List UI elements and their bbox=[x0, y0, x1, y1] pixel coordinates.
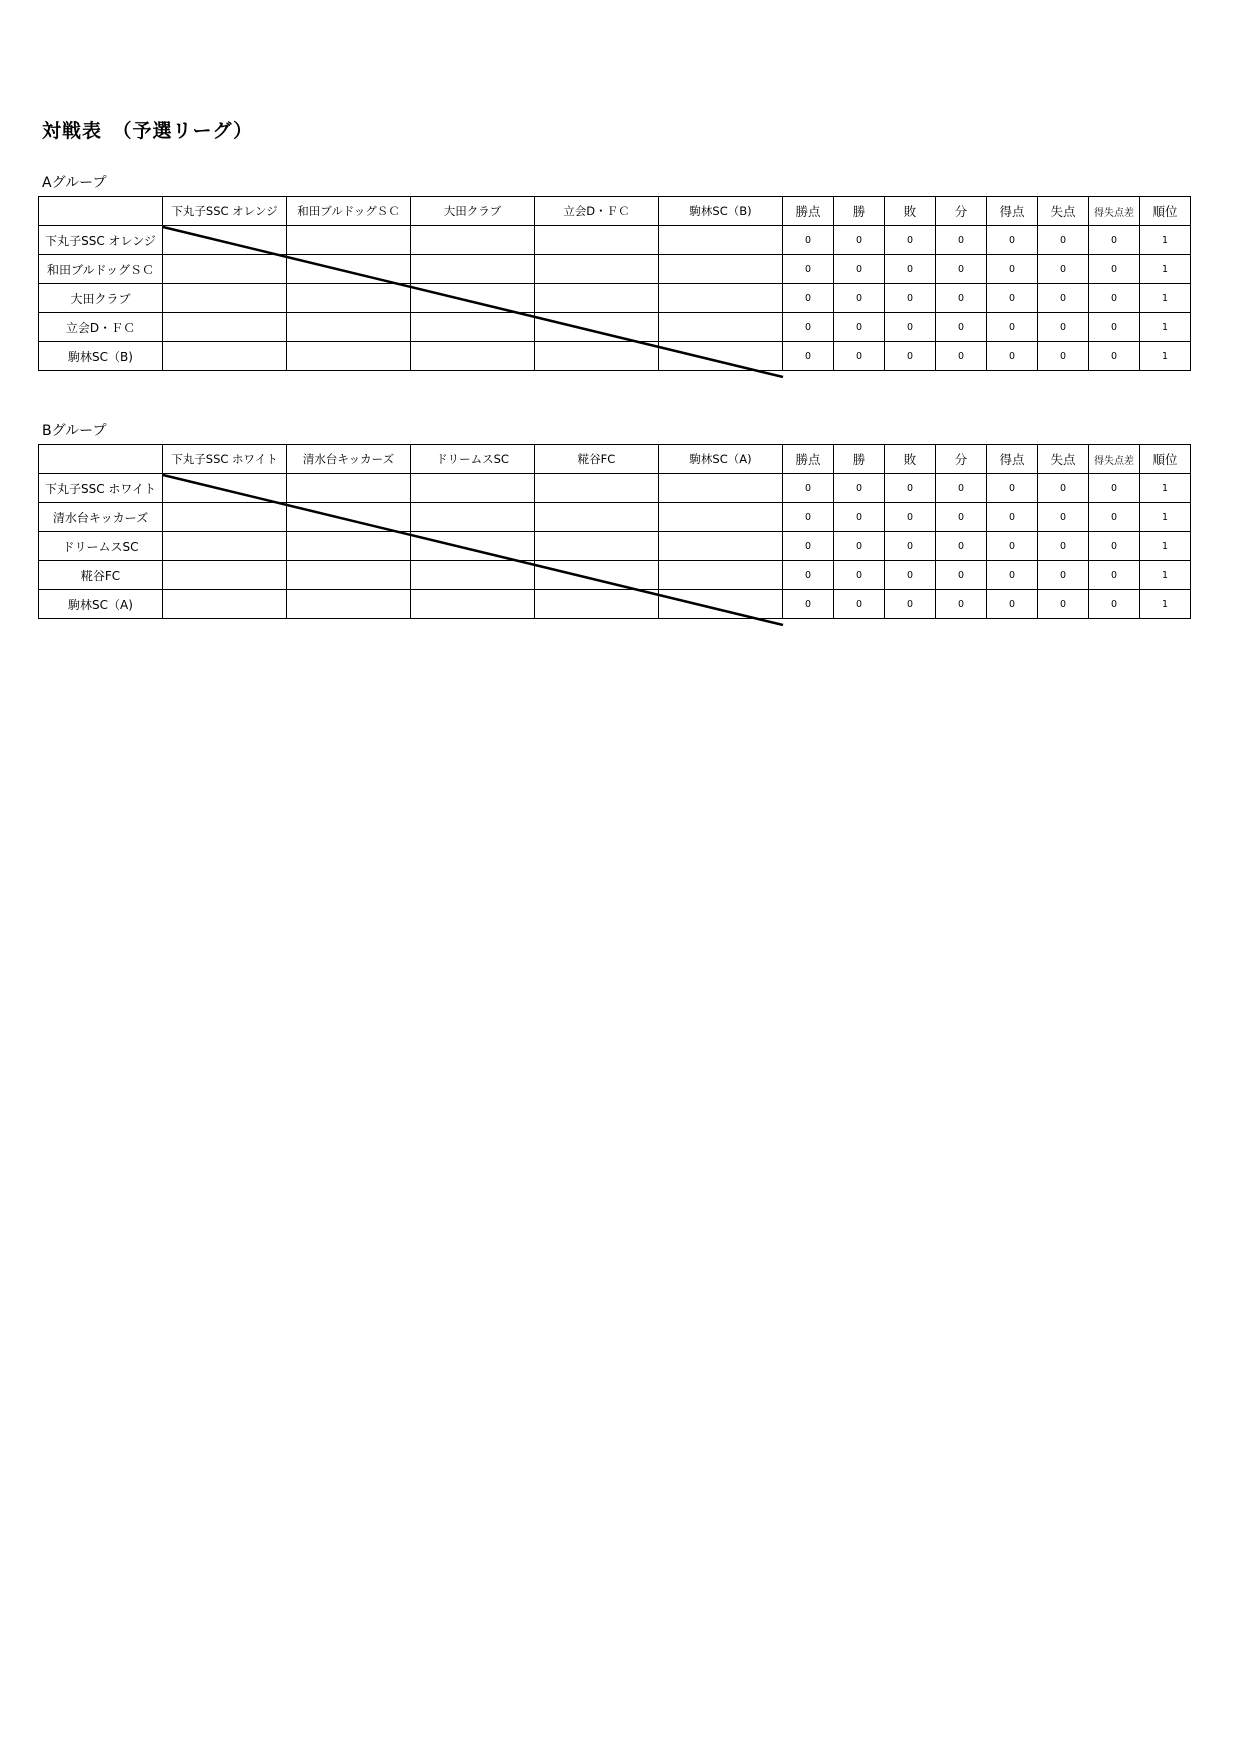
stat-value: 0 bbox=[783, 342, 834, 371]
column-team-header: 駒林SC（B) bbox=[659, 197, 783, 226]
league-table bbox=[38, 196, 1191, 371]
stat-value: 0 bbox=[1038, 284, 1089, 313]
stat-header: 失点 bbox=[1038, 197, 1089, 226]
stat-value: 0 bbox=[834, 342, 885, 371]
match-result-cell bbox=[163, 561, 287, 590]
column-team-header: 清水台キッカーズ bbox=[287, 445, 411, 474]
match-result-cell bbox=[411, 561, 535, 590]
match-result-cell bbox=[287, 284, 411, 313]
stat-value: 0 bbox=[885, 503, 936, 532]
match-result-cell bbox=[163, 503, 287, 532]
row-team-name: 大田クラブ bbox=[39, 284, 163, 313]
stat-value: 0 bbox=[834, 313, 885, 342]
match-result-cell bbox=[287, 342, 411, 371]
table-row bbox=[39, 342, 1191, 371]
stat-value: 0 bbox=[987, 313, 1038, 342]
stat-value: 0 bbox=[885, 342, 936, 371]
group-a-label: Aグループ bbox=[42, 175, 107, 191]
match-result-cell bbox=[411, 342, 535, 371]
stat-value: 0 bbox=[783, 313, 834, 342]
stat-header: 分 bbox=[936, 197, 987, 226]
stat-value: 1 bbox=[1140, 532, 1191, 561]
match-result-cell bbox=[287, 561, 411, 590]
match-result-cell bbox=[411, 474, 535, 503]
match-result-cell bbox=[535, 342, 659, 371]
stat-value: 0 bbox=[1089, 503, 1140, 532]
stat-value: 0 bbox=[885, 590, 936, 619]
stat-value: 1 bbox=[1140, 561, 1191, 590]
column-team-header: 大田クラブ bbox=[411, 197, 535, 226]
stat-value: 0 bbox=[783, 532, 834, 561]
match-result-cell bbox=[659, 474, 783, 503]
match-result-cell bbox=[163, 284, 287, 313]
stat-value: 0 bbox=[1089, 532, 1140, 561]
stat-value: 1 bbox=[1140, 590, 1191, 619]
match-result-cell bbox=[287, 532, 411, 561]
stat-value: 0 bbox=[987, 590, 1038, 619]
match-result-cell bbox=[659, 255, 783, 284]
stat-value: 0 bbox=[1089, 561, 1140, 590]
stat-value: 0 bbox=[1038, 255, 1089, 284]
self-match-cell bbox=[411, 284, 535, 313]
stat-value: 0 bbox=[1038, 342, 1089, 371]
self-match-cell bbox=[659, 590, 783, 619]
match-result-cell bbox=[411, 313, 535, 342]
stat-value: 0 bbox=[1089, 255, 1140, 284]
group-b-label: Bグループ bbox=[42, 423, 107, 439]
stat-value: 1 bbox=[1140, 226, 1191, 255]
column-team-header: ドリームスSC bbox=[411, 445, 535, 474]
header-row bbox=[39, 445, 1191, 474]
column-team-header: 駒林SC（A) bbox=[659, 445, 783, 474]
stat-value: 0 bbox=[1038, 561, 1089, 590]
table-row bbox=[39, 590, 1191, 619]
self-match-cell bbox=[535, 313, 659, 342]
match-result-cell bbox=[411, 503, 535, 532]
stat-value: 0 bbox=[783, 474, 834, 503]
stat-value: 0 bbox=[1089, 313, 1140, 342]
stat-value: 1 bbox=[1140, 284, 1191, 313]
stat-value: 0 bbox=[936, 255, 987, 284]
stat-value: 0 bbox=[936, 561, 987, 590]
stat-value: 1 bbox=[1140, 503, 1191, 532]
table-row bbox=[39, 313, 1191, 342]
stat-header: 敗 bbox=[885, 197, 936, 226]
column-team-header: 下丸子SSC ホワイト bbox=[163, 445, 287, 474]
table-row bbox=[39, 561, 1191, 590]
match-result-cell bbox=[287, 226, 411, 255]
stat-value: 0 bbox=[1089, 590, 1140, 619]
stat-value: 0 bbox=[987, 226, 1038, 255]
column-team-header: 糀谷FC bbox=[535, 445, 659, 474]
stat-value: 0 bbox=[1089, 474, 1140, 503]
stat-value: 0 bbox=[885, 313, 936, 342]
stat-value: 0 bbox=[987, 532, 1038, 561]
stat-value: 0 bbox=[783, 590, 834, 619]
match-result-cell bbox=[535, 284, 659, 313]
group-a-table bbox=[38, 196, 1191, 371]
stat-value: 0 bbox=[834, 532, 885, 561]
stat-header: 勝 bbox=[834, 197, 885, 226]
stat-value: 0 bbox=[783, 503, 834, 532]
match-result-cell bbox=[535, 474, 659, 503]
stat-value: 0 bbox=[1038, 532, 1089, 561]
stat-value: 0 bbox=[885, 284, 936, 313]
stat-value: 0 bbox=[834, 226, 885, 255]
self-match-cell bbox=[287, 503, 411, 532]
stat-value: 1 bbox=[1140, 255, 1191, 284]
self-match-cell bbox=[535, 561, 659, 590]
league-table bbox=[38, 444, 1191, 619]
match-result-cell bbox=[411, 255, 535, 284]
self-match-cell bbox=[411, 532, 535, 561]
stat-value: 0 bbox=[783, 226, 834, 255]
stat-value: 0 bbox=[987, 284, 1038, 313]
stat-value: 0 bbox=[834, 474, 885, 503]
stat-value: 0 bbox=[936, 284, 987, 313]
stat-value: 0 bbox=[1038, 474, 1089, 503]
self-match-cell bbox=[287, 255, 411, 284]
match-result-cell bbox=[163, 255, 287, 284]
match-result-cell bbox=[411, 226, 535, 255]
stat-header: 敗 bbox=[885, 445, 936, 474]
stat-header: 勝 bbox=[834, 445, 885, 474]
stat-value: 0 bbox=[936, 532, 987, 561]
table-row bbox=[39, 255, 1191, 284]
header-row bbox=[39, 197, 1191, 226]
stat-value: 0 bbox=[885, 561, 936, 590]
stat-value: 0 bbox=[834, 255, 885, 284]
column-team-header: 和田ブルドッグＳＣ bbox=[287, 197, 411, 226]
match-result-cell bbox=[659, 561, 783, 590]
match-result-cell bbox=[535, 590, 659, 619]
row-team-name: 清水台キッカーズ bbox=[39, 503, 163, 532]
stat-value: 0 bbox=[936, 590, 987, 619]
stat-header: 順位 bbox=[1140, 197, 1191, 226]
stat-header: 順位 bbox=[1140, 445, 1191, 474]
column-team-header: 立会D・ＦＣ bbox=[535, 197, 659, 226]
corner-cell bbox=[39, 197, 163, 226]
stat-value: 0 bbox=[1038, 590, 1089, 619]
stat-value: 0 bbox=[936, 342, 987, 371]
stat-header: 失点 bbox=[1038, 445, 1089, 474]
stat-value: 0 bbox=[987, 474, 1038, 503]
match-result-cell bbox=[535, 503, 659, 532]
stat-header: 勝点 bbox=[783, 197, 834, 226]
stat-value: 0 bbox=[936, 503, 987, 532]
stat-value: 0 bbox=[987, 342, 1038, 371]
stat-value: 0 bbox=[936, 226, 987, 255]
stat-value: 0 bbox=[834, 590, 885, 619]
stat-value: 0 bbox=[783, 255, 834, 284]
stat-header: 得失点差 bbox=[1089, 445, 1140, 474]
row-team-name: 駒林SC（B) bbox=[39, 342, 163, 371]
stat-value: 0 bbox=[1038, 226, 1089, 255]
match-result-cell bbox=[163, 342, 287, 371]
column-team-header: 下丸子SSC オレンジ bbox=[163, 197, 287, 226]
stat-value: 1 bbox=[1140, 342, 1191, 371]
match-result-cell bbox=[659, 503, 783, 532]
stat-header: 得失点差 bbox=[1089, 197, 1140, 226]
stat-value: 0 bbox=[936, 474, 987, 503]
stat-value: 0 bbox=[834, 284, 885, 313]
group-b-table bbox=[38, 444, 1191, 619]
self-match-cell bbox=[659, 342, 783, 371]
match-result-cell bbox=[659, 284, 783, 313]
match-result-cell bbox=[411, 590, 535, 619]
match-result-cell bbox=[163, 313, 287, 342]
stat-value: 0 bbox=[834, 561, 885, 590]
stat-value: 0 bbox=[1089, 226, 1140, 255]
stat-value: 0 bbox=[885, 474, 936, 503]
row-team-name: 和田ブルドッグＳＣ bbox=[39, 255, 163, 284]
stat-header: 得点 bbox=[987, 197, 1038, 226]
table-row bbox=[39, 474, 1191, 503]
stat-value: 0 bbox=[987, 255, 1038, 284]
page-title: 対戦表 （予選リーグ） bbox=[42, 120, 254, 142]
stat-value: 0 bbox=[936, 313, 987, 342]
stat-value: 0 bbox=[987, 503, 1038, 532]
match-result-cell bbox=[535, 532, 659, 561]
match-result-cell bbox=[287, 590, 411, 619]
table-row bbox=[39, 532, 1191, 561]
match-result-cell bbox=[659, 226, 783, 255]
match-result-cell bbox=[287, 474, 411, 503]
match-result-cell bbox=[163, 532, 287, 561]
match-result-cell bbox=[163, 590, 287, 619]
stat-value: 0 bbox=[1089, 284, 1140, 313]
row-team-name: ドリームスSC bbox=[39, 532, 163, 561]
stat-header: 分 bbox=[936, 445, 987, 474]
table-row bbox=[39, 284, 1191, 313]
stat-value: 0 bbox=[1038, 503, 1089, 532]
stat-header: 勝点 bbox=[783, 445, 834, 474]
table-row bbox=[39, 503, 1191, 532]
row-team-name: 下丸子SSC オレンジ bbox=[39, 226, 163, 255]
stat-header: 得点 bbox=[987, 445, 1038, 474]
stat-value: 1 bbox=[1140, 313, 1191, 342]
match-result-cell bbox=[535, 226, 659, 255]
row-team-name: 駒林SC（A) bbox=[39, 590, 163, 619]
match-result-cell bbox=[535, 255, 659, 284]
stat-value: 0 bbox=[834, 503, 885, 532]
self-match-cell bbox=[163, 474, 287, 503]
stat-value: 0 bbox=[783, 284, 834, 313]
stat-value: 0 bbox=[1089, 342, 1140, 371]
stat-value: 0 bbox=[885, 532, 936, 561]
row-team-name: 糀谷FC bbox=[39, 561, 163, 590]
match-result-cell bbox=[659, 532, 783, 561]
self-match-cell bbox=[163, 226, 287, 255]
match-result-cell bbox=[287, 313, 411, 342]
stat-value: 0 bbox=[783, 561, 834, 590]
stat-value: 0 bbox=[885, 255, 936, 284]
corner-cell bbox=[39, 445, 163, 474]
row-team-name: 立会D・ＦＣ bbox=[39, 313, 163, 342]
row-team-name: 下丸子SSC ホワイト bbox=[39, 474, 163, 503]
stat-value: 0 bbox=[987, 561, 1038, 590]
stat-value: 1 bbox=[1140, 474, 1191, 503]
stat-value: 0 bbox=[885, 226, 936, 255]
stat-value: 0 bbox=[1038, 313, 1089, 342]
match-result-cell bbox=[659, 313, 783, 342]
table-row bbox=[39, 226, 1191, 255]
